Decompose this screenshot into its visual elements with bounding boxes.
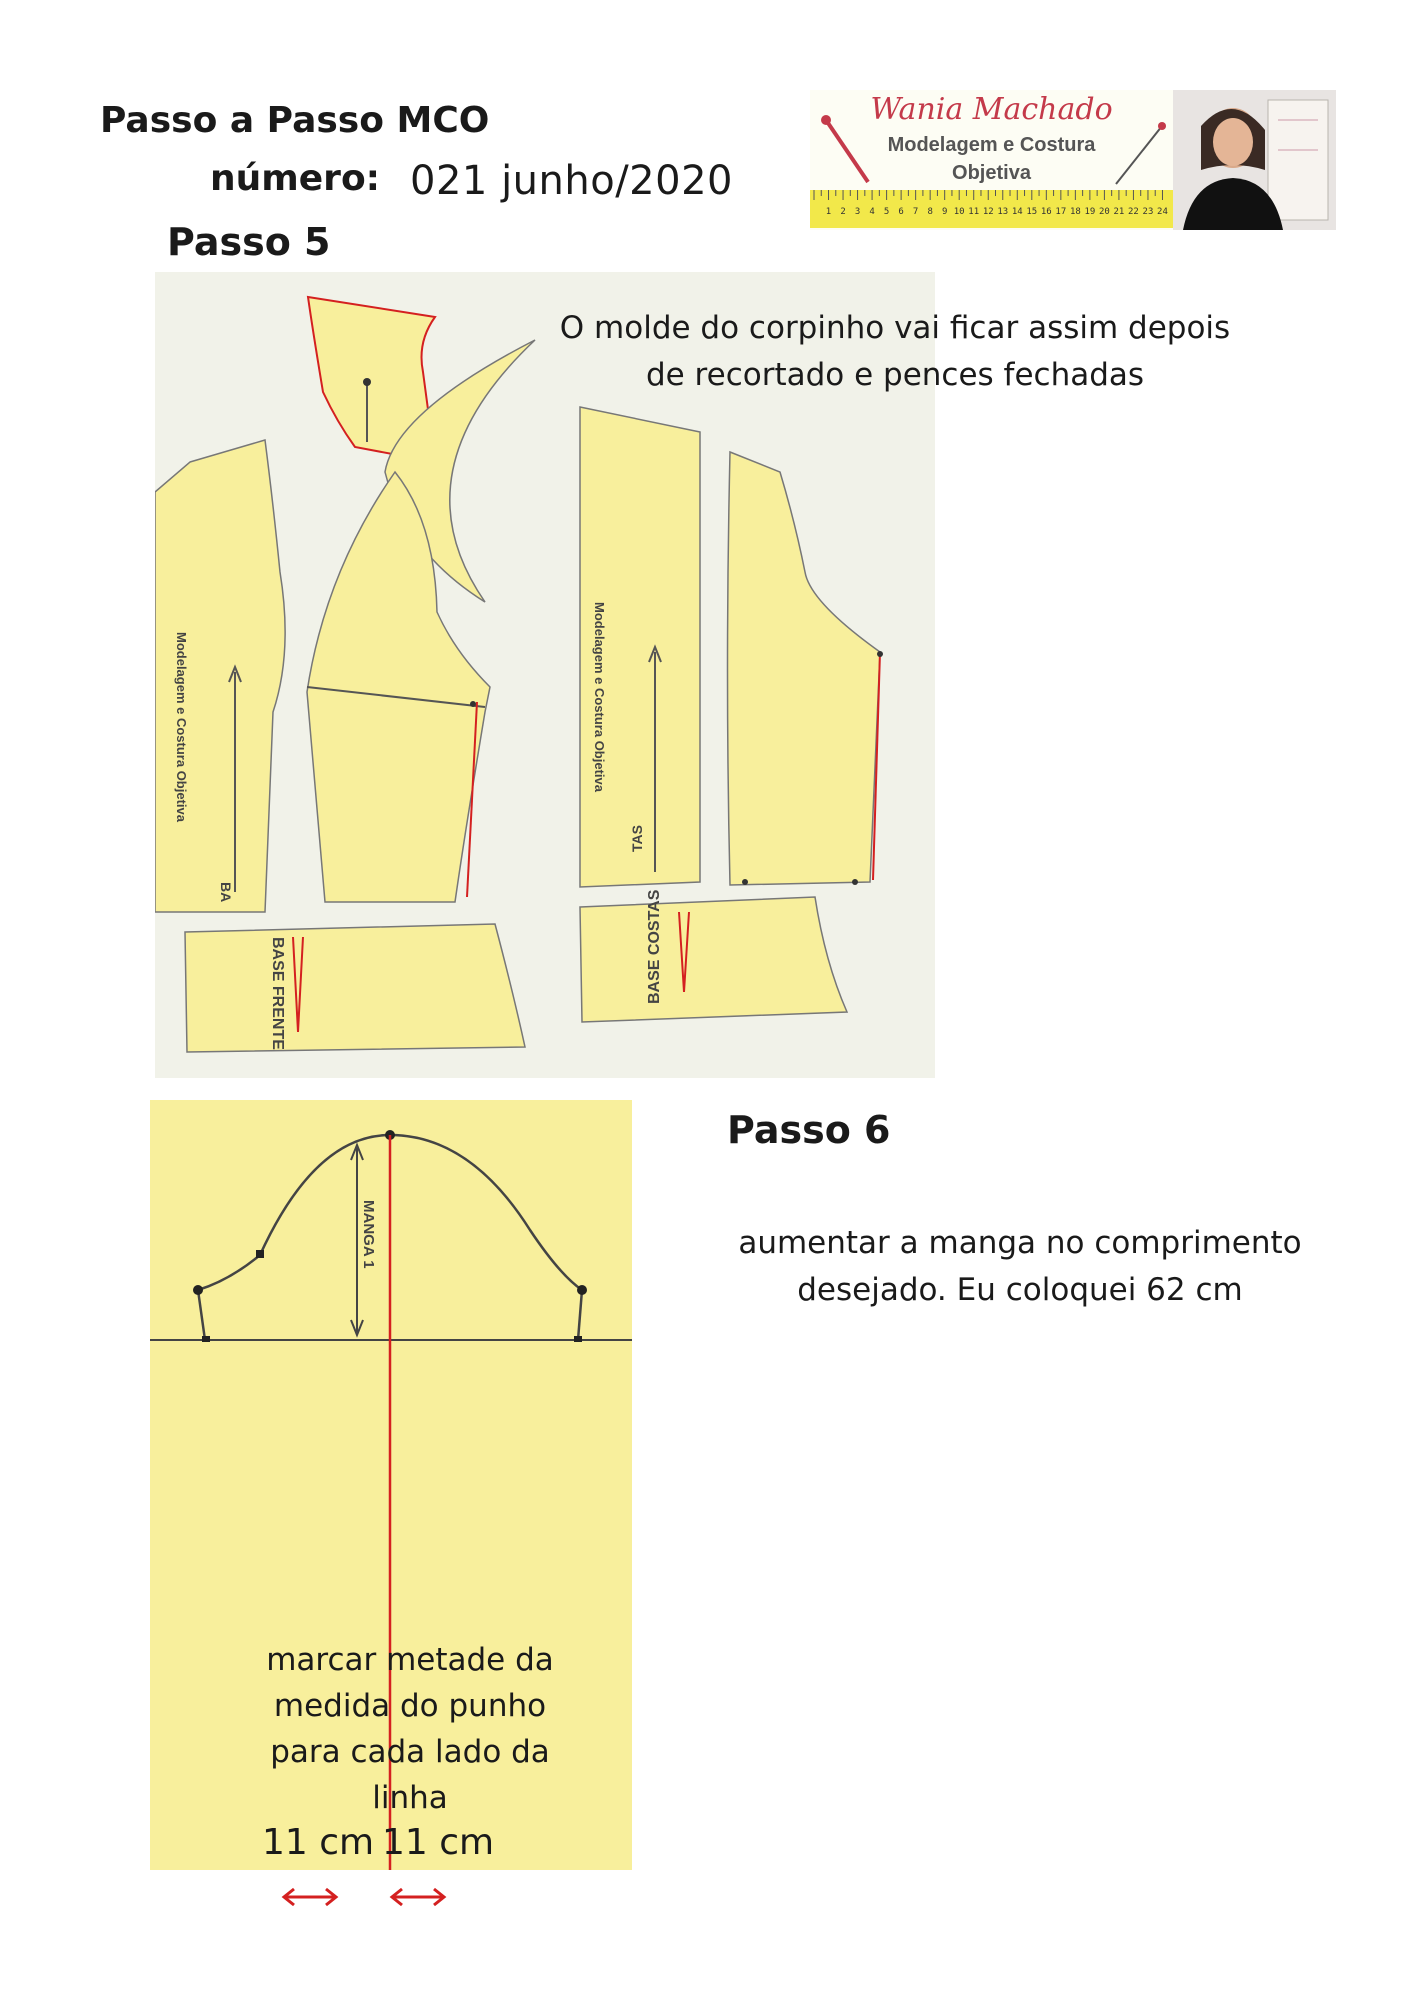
front-stub-label: BA [218, 882, 234, 903]
cuff-instruction: marcar metade da medida do punho para cada lado da linha [266, 1642, 554, 1816]
ruler-number: 8 [927, 207, 933, 217]
ruler-ticks [810, 190, 1173, 228]
needle-icon [818, 112, 878, 192]
ruler-number: 20 [1098, 207, 1110, 217]
issue-number-label: número: [210, 158, 381, 199]
ruler-number: 14 [1011, 207, 1023, 217]
back-base-label: BASE COSTAS [646, 889, 663, 1004]
step6-caption: aumentar a manga no comprimento desejado. Eu coloquei 62 cm [738, 1225, 1302, 1308]
sleeve-label: MANGA 1 [360, 1200, 377, 1269]
ruler-number: 4 [869, 207, 875, 217]
step5-caption: O molde do corpinho vai ficar assim depois de recortado e pences fechadas [559, 310, 1231, 393]
ruler-number: 21 [1113, 207, 1125, 217]
ruler-number: 22 [1128, 207, 1139, 217]
ruler-number: 2 [840, 207, 846, 217]
ruler-number: 3 [854, 207, 861, 217]
measuring-tape [810, 190, 1173, 228]
logo-brand-name: Wania Machado [870, 92, 1113, 127]
ruler-number: 5 [883, 207, 890, 217]
front-base-label: BASE FRENTE [269, 937, 286, 1050]
ruler-number: 12 [982, 207, 994, 217]
back-stub-label: TAS [629, 825, 645, 852]
ruler-number: 13 [997, 207, 1009, 217]
left-cuff-measure: 11 cm [262, 1822, 375, 1863]
brand-logo [810, 90, 1173, 230]
front-vertical-label: Modelagem e Costura Objetiva [174, 632, 189, 822]
ruler-number: 16 [1040, 207, 1052, 217]
logo-tagline-line1: Modelagem e Costura [887, 134, 1096, 156]
right-double-arrow-icon [392, 1889, 444, 1905]
step5-heading: Passo 5 [167, 220, 331, 264]
ruler-number: 19 [1084, 207, 1096, 217]
ruler-number: 24 [1157, 207, 1168, 217]
ruler-number: 1 [825, 207, 832, 217]
ruler-number: 15 [1026, 207, 1038, 217]
document-title: Passo a Passo MCO [100, 100, 490, 141]
ruler-number: 10 [953, 207, 965, 217]
ruler-number: 9 [941, 207, 948, 217]
measure-arrows [280, 1882, 460, 1912]
author-photo [1173, 90, 1336, 230]
ruler-number: 6 [898, 207, 904, 217]
pin-icon [1110, 120, 1170, 190]
left-double-arrow-icon [284, 1889, 336, 1905]
ruler-number: 17 [1055, 207, 1067, 217]
issue-number-value: 021 junho/2020 [410, 158, 733, 204]
ruler-number: 23 [1142, 207, 1154, 217]
ruler-number: 18 [1069, 207, 1081, 217]
ruler-number: 7 [912, 207, 919, 217]
right-cuff-measure: 11 cm [382, 1822, 495, 1863]
step6-heading: Passo 6 [727, 1108, 891, 1152]
back-vertical-label: Modelagem e Costura Objetiva [592, 602, 607, 792]
ruler-number: 11 [968, 207, 980, 217]
logo-tagline-line2: Objetiva [952, 162, 1031, 184]
